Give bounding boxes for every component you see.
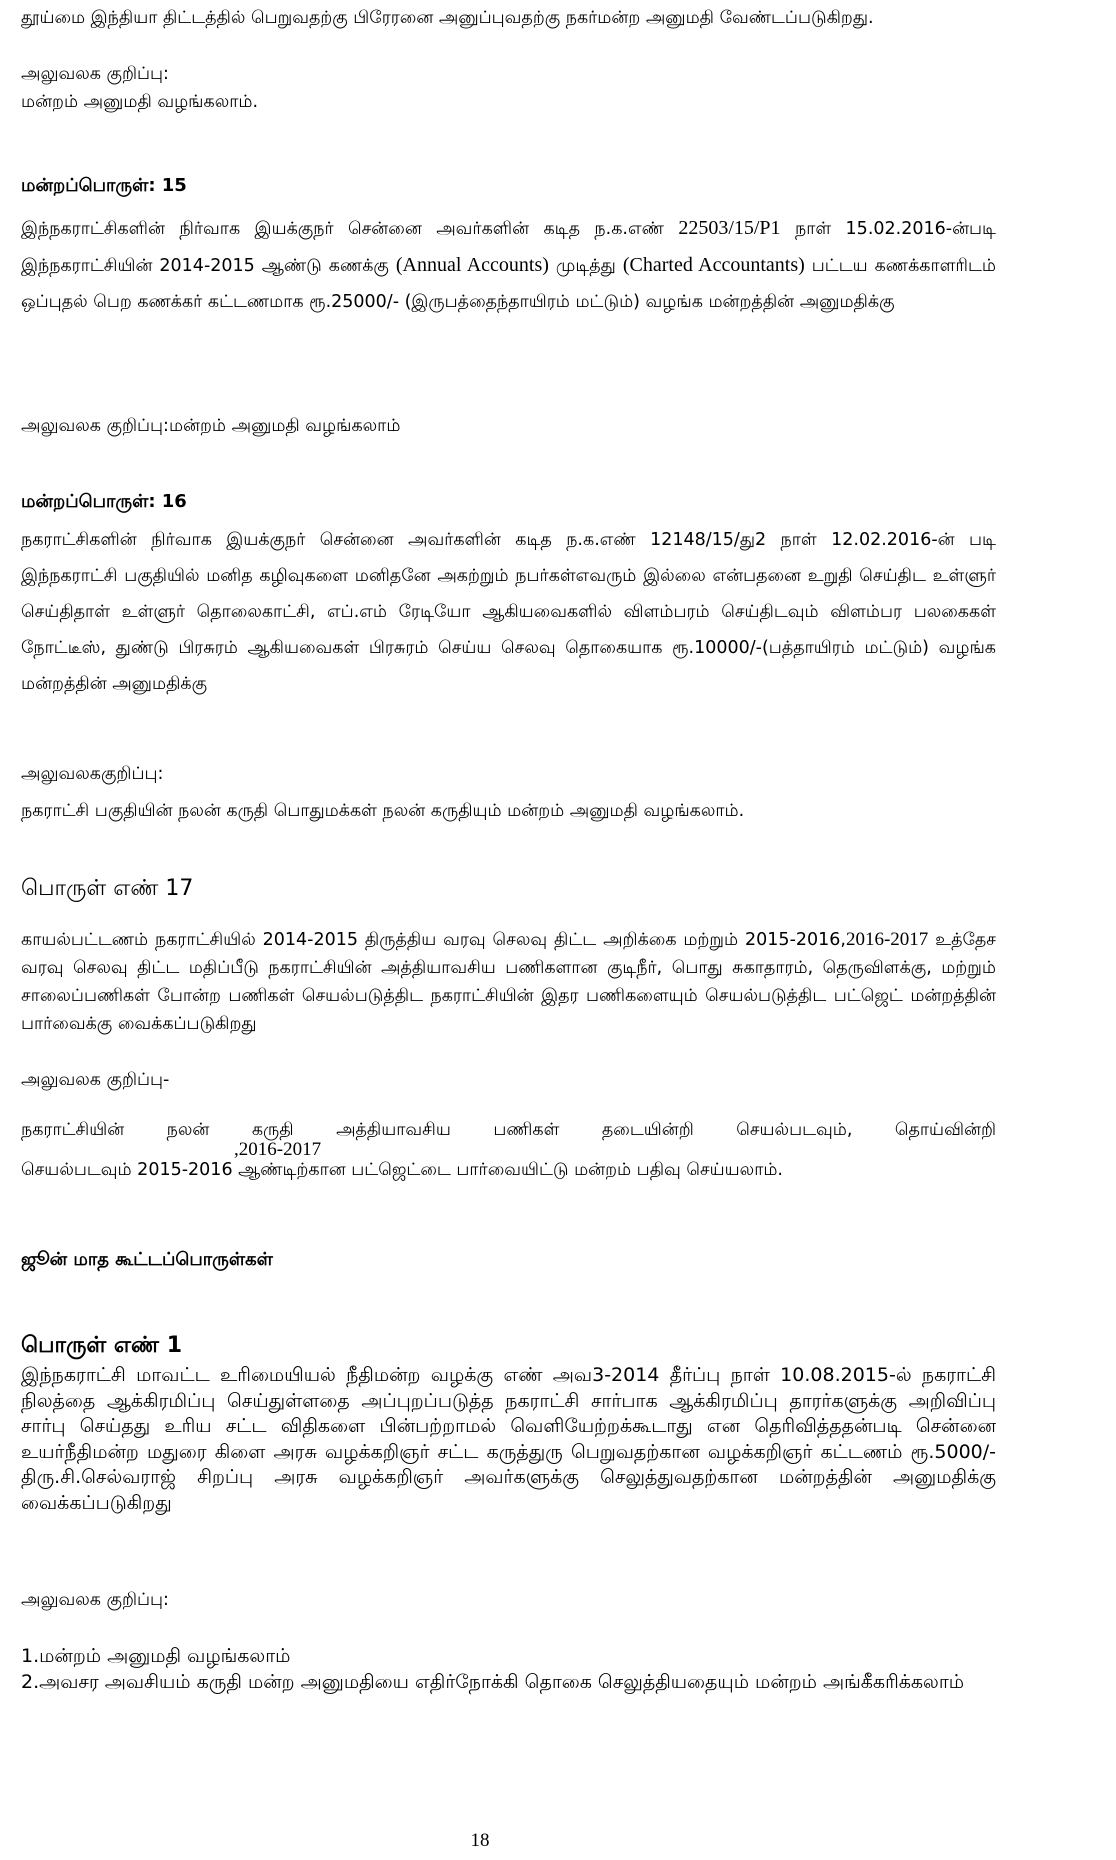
intro-note-text: மன்றம் அனுமதி வழங்கலாம்.	[21, 92, 259, 112]
item1-heading: பொருள் எண் 1	[21, 1333, 183, 1358]
item17-note-year-insert: ,2016-2017	[234, 1139, 322, 1160]
item16-heading: மன்றப்பொருள்: 16	[21, 491, 187, 512]
item15-heading: மன்றப்பொருள்: 15	[21, 175, 187, 196]
item17-note-label: அலுவலக குறிப்பு-	[21, 1070, 170, 1090]
item17-note-line2: செயல்படவும் 2015-2016 ஆண்டிற்கான பட்ஜெட்டை பார்வையிட்டு மன்றம் பதிவு செய்யலாம்.	[21, 1160, 783, 1180]
june-heading: ஜூன் மாத கூட்டப்பொருள்கள்	[21, 1249, 273, 1270]
item15-paragraph: இந்நகராட்சிகளின் நிர்வாக இயக்குநர் சென்னை அவர்களின் கடித ந.க.எண் 22503/15/P1 நாள் 15.02.2016-ன்படி இந்நகராட்சியின் 2014-2015 ஆண்டு கணக்கு (Annual Accounts) முடித்து (Charted Accountants) பட்டய கணக்காளரிடம் ஒப்புதல் பெற கணக்கர் கட்டணமாக ரூ.25000/- (இருபத்தைந்தாயிரம் மட்டும்) வழங்க மன்றத்தின் அனுமதிக்கு	[21, 217, 1002, 312]
item1-note-label: அலுவலக குறிப்பு:	[21, 1590, 169, 1610]
item15-note: அலுவலக குறிப்பு:மன்றம் அனுமதி வழங்கலாம்	[21, 416, 401, 436]
intro-note-label: அலுவலக குறிப்பு:	[21, 64, 169, 84]
item16-note-label: அலுவலககுறிப்பு:	[21, 764, 164, 784]
item17-note-line1: நகராட்சியின் நலன் கருதி அத்தியாவசிய பணிகள் தடையின்றி செயல்படவும், தொய்வின்றி	[21, 1120, 996, 1140]
item1-note-1: 1.மன்றம் அனுமதி வழங்கலாம்	[21, 1645, 291, 1667]
item1-paragraph: இந்நகராட்சி மாவட்ட உரிமையியல் நீதிமன்ற வழக்கு எண் அவ3-2014 தீர்ப்பு நாள் 10.08.2015-ல் நகராட்சி நிலத்தை ஆக்கிரமிப்பு செய்துள்ளதை அப்புறப்படுத்த நகராட்சி சார்பாக ஆக்கிரமிப்பு தாரர்களுக்கு அறிவிப்பு சார்பு செய்தது உரிய சட்ட விதிகளை பின்பற்றாமல் வெளியேற்றக்கூடாது என தெரிவித்ததன்படி சென்னை உயர்நீதிமன்ற மதுரை கிளை அரசு வழக்கறிஞர் சட்ட கருத்துரு பெறுவதற்கான வழக்கறிஞர் கட்டணம் ரூ.5000/- திரு.சி.செல்வராஜ் சிறப்பு அரசு வழக்கறிஞர் அவர்களுக்கு செலுத்துவதற்கான மன்றத்தின் அனுமதிக்கு வைக்கப்படுகிறது	[21, 1364, 997, 1514]
item17-paragraph: காயல்பட்டணம் நகராட்சியில் 2014-2015 திருத்திய வரவு செலவு திட்ட அறிக்கை மற்றும் 2015-2016,2016-2017 உத்தேச வரவு செலவு திட்ட மதிப்பீடு நகராட்சியின் அத்தியாவசிய பணிகளான குடிநீர், பொது சுகாதாரம், தெருவிளக்கு, மற்றும் சாலைப்பணிகள் போன்ற பணிகள் செயல்படுத்திட நகராட்சியின் இதர பணிகளையும் செயல்படுத்திட பட்ஜெட் மன்றத்தின் பார்வைக்கு வைக்கப்படுகிறது	[21, 929, 1002, 1034]
item17-heading: பொருள் எண் 17	[21, 876, 194, 901]
item16-note-text: நகராட்சி பகுதியின் நலன் கருதி பொதுமக்கள் நலன் கருதியும் மன்றம் அனுமதி வழங்கலாம்.	[21, 801, 745, 821]
page-number: 18	[470, 1830, 490, 1851]
item1-note-2: 2.அவசர அவசியம் கருதி மன்ற அனுமதியை எதிர்நோக்கி தொகை செலுத்தியதையும் மன்றம் அங்கீகரிக்கலாம்	[21, 1671, 965, 1693]
item16-paragraph: நகராட்சிகளின் நிர்வாக இயக்குநர் சென்னை அவர்களின் கடித ந.க.எண் 12148/15/து2 நாள் 12.02.2016-ன் படி இந்நகராட்சி பகுதியில் மனித கழிவுகளை மனிதனே அகற்றும் நபர்கள்எவரும் இல்லை என்பதனை உறுதி செய்திட உள்ளுர் செய்திதாள் உள்ளுர் தொலைகாட்சி, எப்.எம் ரேடியோ ஆகியவைகளில் விளம்பரம் செய்திடவும் விளம்பர பலகைகள் நோட்டீஸ், துண்டு பிரசுரம் ஆகியவைகள் பிரசுரம் செய்ய செலவு தொகையாக ரூ.10000/-(பத்தாயிரம் மட்டும்) வழங்க மன்றத்தின் அனுமதிக்கு	[21, 530, 996, 694]
intro-paragraph: தூய்மை இந்தியா திட்டத்தில் பெறுவதற்கு பிரேரனை அனுப்புவதற்கு நகர்மன்ற அனுமதி வேண்டப்படுகிறது.	[21, 8, 874, 28]
